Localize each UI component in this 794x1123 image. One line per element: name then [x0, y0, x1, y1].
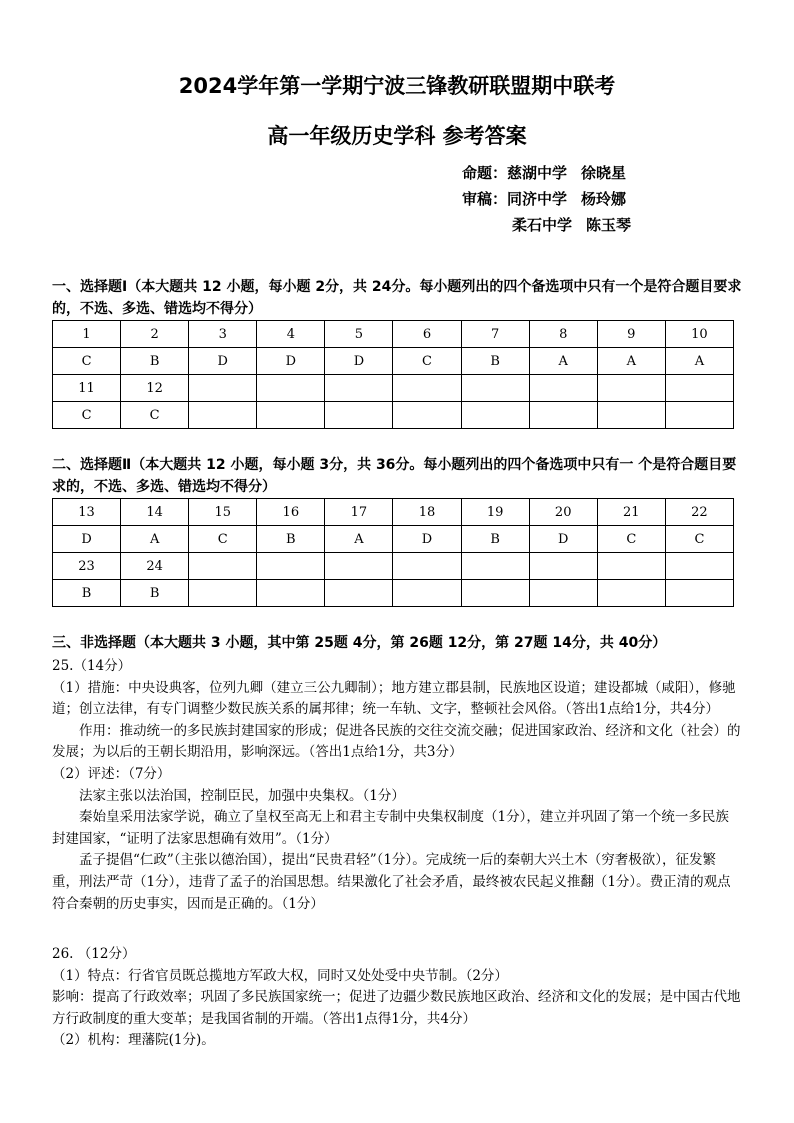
answer-cell: D	[53, 526, 121, 553]
answer-key-subtitle: 高一年级历史学科 参考答案	[267, 124, 527, 148]
answer-cell: D	[325, 348, 393, 375]
question-number: 4	[257, 321, 325, 348]
reviewer-label: 审稿：	[462, 190, 508, 208]
table-row	[53, 348, 734, 375]
answer-cell	[529, 402, 597, 429]
question-number	[529, 553, 597, 580]
question-number	[461, 375, 529, 402]
answer-cell: C	[189, 526, 257, 553]
answer-cell: A	[665, 348, 733, 375]
reviewer2-school: 柔石中学	[512, 216, 573, 234]
answer-cell: D	[257, 348, 325, 375]
section1-answer-table	[52, 320, 734, 429]
q25-part2-point3: 孟子提倡“仁政”（主张以德治国），提出“民贵君轻”（1分）。完成统一后的秦朝大兴土木（穷奢极欲），征发繁重，刑法严苛（1分），违背了孟子的治国思想。结果激化了社会矛盾，最终被农民起义推翻（1分）。费正清的观点符合秦朝的历史事实，因而是正确的。（1分）	[52, 852, 731, 912]
question-number: 15	[189, 499, 257, 526]
table-row	[53, 580, 734, 607]
answer-cell: C	[53, 402, 121, 429]
question-number: 18	[393, 499, 461, 526]
question-number: 10	[665, 321, 733, 348]
answer-cell: D	[393, 526, 461, 553]
answer-cell	[597, 580, 665, 607]
answer-cell	[597, 402, 665, 429]
answer-cell: D	[189, 348, 257, 375]
question-number: 21	[597, 499, 665, 526]
answer-cell	[529, 580, 597, 607]
answer-cell	[665, 580, 733, 607]
question-number	[461, 553, 529, 580]
question-number	[189, 553, 257, 580]
q25-part2-point2: 秦始皇采用法家学说，确立了皇权至高无上和君主专制中央集权制度（1分），建立并巩固了第一个统一多民族封建国家，“证明了法家思想确有效用”。（1分）	[52, 809, 729, 847]
question-number: 12	[121, 375, 189, 402]
question-number	[597, 553, 665, 580]
answer-cell: B	[121, 348, 189, 375]
q25-part1-effects: 作用：推动统一的多民族封建国家的形成；促进各民族的交往交流交融；促进国家政治、经济和文化（社会）的发展；为以后的王朝长期沿用，影响深远。（答出1点给1分，共3分）	[52, 722, 741, 761]
answer-cell: B	[53, 580, 121, 607]
answer-cell: B	[257, 526, 325, 553]
answer-cell	[461, 402, 529, 429]
question-number	[597, 375, 665, 402]
question-25-answer	[52, 656, 742, 915]
q25-part2-label: （2）评述：（7分）	[52, 765, 171, 782]
question-number: 5	[325, 321, 393, 348]
question-number	[393, 553, 461, 580]
table-row	[53, 526, 734, 553]
answer-cell	[325, 402, 393, 429]
table-row	[53, 321, 734, 348]
q26-part2-institution: （2）机构：理藩院(1分)。	[52, 1032, 215, 1049]
q25-part1-measures: （1）措施：中央设典客，位列九卿（建立三公九卿制）；地方建立郡县制，民族地区设道；建设都城（咸阳），修驰道；创立法律，有专门调整少数民族关系的属邦律；统一车轨、文字，整顿社会风俗。（答出1点给1分，共4分）	[52, 679, 736, 718]
setter-name: 徐晓星	[581, 164, 627, 182]
question-number: 13	[53, 499, 121, 526]
question-number: 23	[53, 553, 121, 580]
question-number	[665, 375, 733, 402]
question-number: 20	[529, 499, 597, 526]
table-row	[53, 402, 734, 429]
question-number	[665, 553, 733, 580]
answer-cell: C	[597, 526, 665, 553]
question-number: 9	[597, 321, 665, 348]
answer-cell	[325, 580, 393, 607]
question-number: 8	[529, 321, 597, 348]
answer-cell	[665, 402, 733, 429]
answer-cell: C	[393, 348, 461, 375]
question-number: 19	[461, 499, 529, 526]
question-number	[257, 553, 325, 580]
answer-cell: D	[529, 526, 597, 553]
question-number	[325, 375, 393, 402]
q26-part1-features: （1）特点：行省官员既总揽地方军政大权，同时又处处受中央节制。（2分）	[52, 967, 508, 984]
exam-title: 2024学年第一学期宁波三锋教研联盟期中联考	[178, 74, 616, 98]
question-number: 7	[461, 321, 529, 348]
section1-heading: 一、选择题Ⅰ（本大题共 12 小题，每小题 2分，共 24分。每小题列出的四个备选项中只有一个是符合题目要求的，不选、多选、错选均不得分）	[52, 279, 742, 317]
question-26-answer	[52, 944, 742, 1052]
section2-heading: 二、选择题Ⅱ（本大题共 12 小题，每小题 3分，共 36分。每小题列出的四个备选项中只有一 个是符合题目要求的，不选、多选、错选均不得分）	[52, 457, 737, 495]
answer-cell: A	[597, 348, 665, 375]
q26-part1-impact: 影响：提高了行政效率；巩固了多民族国家统一；促进了边疆少数民族地区政治、经济和文化的发展；是中国古代地方行政制度的重大变革；是我国省制的开端。（答出1点得1分，共4分）	[52, 989, 741, 1027]
question-number	[393, 375, 461, 402]
answer-cell	[189, 580, 257, 607]
answer-cell: C	[121, 402, 189, 429]
reviewer1-school: 同济中学	[507, 190, 568, 208]
answer-cell: C	[53, 348, 121, 375]
section2-answer-table	[52, 498, 734, 607]
section3-heading: 三、非选择题（本大题共 3 小题，其中第 25题 4分，第 26题 12分，第 27题 14分，共 40分）	[52, 635, 667, 651]
question-number	[529, 375, 597, 402]
answer-cell	[257, 402, 325, 429]
reviewer1-name: 杨玲娜	[581, 190, 627, 208]
answer-cell: A	[529, 348, 597, 375]
question-number: 17	[325, 499, 393, 526]
question-number: 16	[257, 499, 325, 526]
question-number: 24	[121, 553, 189, 580]
answer-cell: B	[461, 348, 529, 375]
answer-cell	[461, 580, 529, 607]
question-number: 2	[121, 321, 189, 348]
setter-credit	[462, 162, 626, 183]
reviewer2-credit	[512, 214, 631, 235]
answer-cell: B	[121, 580, 189, 607]
question-number: 1	[53, 321, 121, 348]
answer-cell	[189, 402, 257, 429]
question-number: 3	[189, 321, 257, 348]
setter-school: 慈湖中学	[507, 164, 568, 182]
table-row	[53, 499, 734, 526]
question-number	[257, 375, 325, 402]
question-number: 22	[665, 499, 733, 526]
question-number	[189, 375, 257, 402]
answer-cell: A	[121, 526, 189, 553]
answer-cell: C	[665, 526, 733, 553]
answer-cell: A	[325, 526, 393, 553]
answer-cell: B	[461, 526, 529, 553]
question-number: 11	[53, 375, 121, 402]
reviewer2-name: 陈玉琴	[586, 216, 632, 234]
table-row	[53, 375, 734, 402]
q25-part2-point1: 法家主张以法治国，控制臣民，加强中央集权。（1分）	[79, 787, 405, 804]
q26-label: 26. （12分）	[52, 946, 136, 962]
reviewer-credit	[462, 188, 626, 209]
question-number: 14	[121, 499, 189, 526]
question-number	[325, 553, 393, 580]
answer-cell	[393, 402, 461, 429]
q25-label: 25.（14分）	[52, 658, 132, 674]
answer-cell	[393, 580, 461, 607]
table-row	[53, 553, 734, 580]
answer-cell	[257, 580, 325, 607]
setter-label: 命题：	[462, 164, 508, 182]
question-number: 6	[393, 321, 461, 348]
